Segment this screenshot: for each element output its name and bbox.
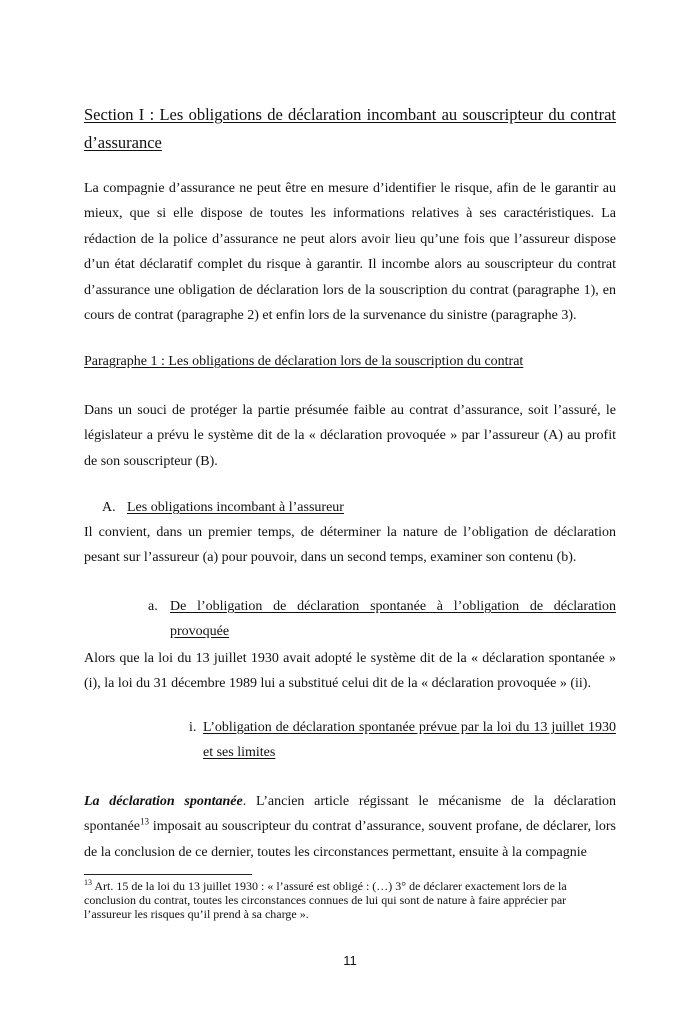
paragraph-1-text: Dans un souci de protéger la partie présumée faible au contrat d’assurance, soit l’assuré, le législateur a prévu le système dit de la « déclaration provoquée » par l’assureur (A) au profit de son souscripteur (B). bbox=[84, 403, 616, 469]
section-title: Section I : Les obligations de déclaration incombant au souscripteur du contrat d’assurance bbox=[84, 105, 616, 152]
heading-a-upper-marker: A. bbox=[102, 500, 116, 515]
heading-a-lower-text: Alors que la loi du 13 juillet 1930 avait adopté le système dit de la « déclaration spontanée » (i), la loi du 31 décembre 1989 lui a substitué celui dit de la « déclaration provoquée » (ii). bbox=[84, 651, 616, 692]
heading-a-lower-marker: a. bbox=[148, 599, 158, 614]
paragraph-1-title: Paragraphe 1 : Les obligations de déclaration lors de la souscription du contrat bbox=[84, 354, 524, 369]
heading-i bbox=[189, 715, 616, 765]
last-paragraph-part1: . L’ancien article régissant le mécanisme de la déclaration spontanée bbox=[84, 794, 616, 835]
heading-i-marker: i. bbox=[189, 720, 197, 735]
last-paragraph-part2: imposait au souscripteur du contrat d’assurance, souvent profane, de déclarer, lors de la conclusion de ce dernier, toutes les circonstances permettant, ensuite à la compagnie bbox=[84, 819, 616, 860]
last-paragraph-lead: La déclaration spontanée bbox=[84, 794, 243, 809]
page-number: 11 bbox=[343, 953, 357, 968]
heading-a-lower-title: De l’obligation de déclaration spontanée à l’obligation de déclaration provoquée bbox=[170, 599, 616, 639]
intro-paragraph: La compagnie d’assurance ne peut être en mesure d’identifier le risque, afin de le garantir au mieux, que si elle dispose de toutes les informations relatives à ses caractéristiques. La rédaction de la police d’assurance ne peut alors avoir lieu qu’une fois que l’assureur dispose d’un état déclaratif complet du risque à garantir. Il incombe alors au souscripteur du contrat d’assurance une obligation de déclaration lors de la souscription du contrat (paragraphe 1), en cours de contrat (paragraphe 2) et enfin lors de la survenance du sinistre (paragraphe 3). bbox=[84, 181, 616, 324]
footnote-separator bbox=[84, 874, 252, 875]
heading-a-lower bbox=[148, 594, 616, 644]
heading-a-upper-title: Les obligations incombant à l’assureur bbox=[127, 500, 344, 515]
last-paragraph bbox=[84, 789, 616, 865]
footnote-ref[interactable]: 13 bbox=[139, 816, 149, 827]
footnote bbox=[84, 879, 616, 922]
footnote-text: Art. 15 de la loi du 13 juillet 1930 : « l’assuré est obligé : (…) 3° de déclarer exactement lors de la conclusion du contrat, toutes les circonstances connues de lui qui sont de nature à faire apprécier par l’assureur les risques qu’il prend à sa charge ». bbox=[84, 879, 567, 922]
heading-a-upper-text: Il convient, dans un premier temps, de déterminer la nature de l’obligation de déclaration pesant sur l’assureur (a) pour pouvoir, dans un second temps, examiner son contenu (b). bbox=[84, 525, 616, 566]
heading-i-title: L’obligation de déclaration spontanée prévue par la loi du 13 juillet 1930 et ses limites bbox=[203, 720, 616, 760]
footnote-number: 13 bbox=[84, 878, 92, 887]
